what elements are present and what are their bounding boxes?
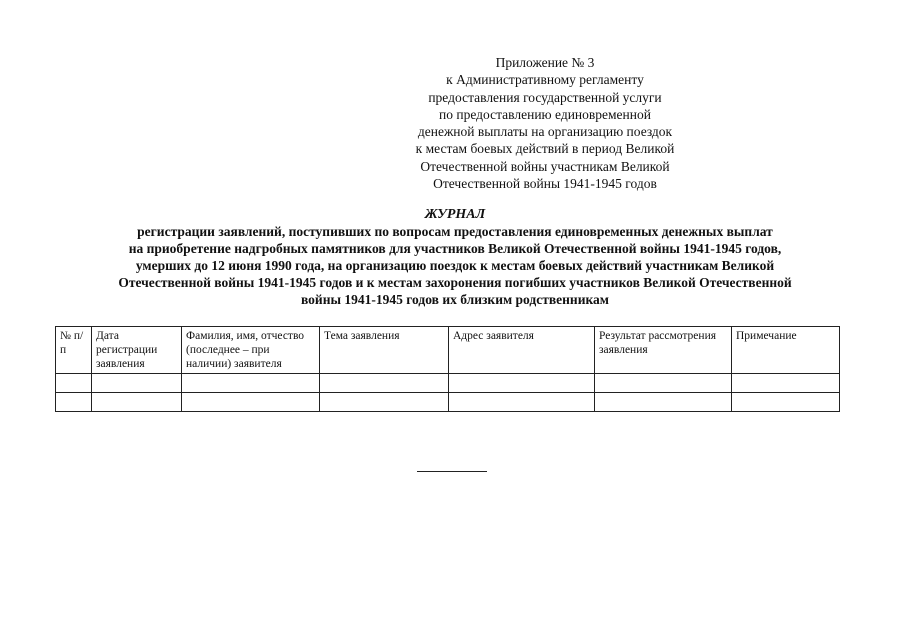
table-row [56,393,840,412]
column-header-note: Примечание [732,327,840,374]
journal-subtitle-line: войны 1941-1945 годов их близким родственникам [300,292,610,307]
table-cell [92,374,182,393]
journal-subtitle-line: регистрации заявлений, поступивших по вопросам предоставления единовременных денежных выплат [137,224,773,239]
journal-table [55,326,840,412]
table-cell [595,393,732,412]
appendix-line: денежной выплаты на организацию поездок [417,124,673,140]
table-cell [449,393,595,412]
column-header-number: № п/п [56,327,92,374]
table-cell [449,374,595,393]
journal-subtitle-line: умерших до 12 июня 1990 года, на организацию поездок к местам боевых действий участникам Великой [135,258,775,273]
journal-title: ЖУРНАЛ [424,207,486,222]
table-cell [182,393,320,412]
appendix-line: Приложение № 3 [495,55,595,70]
table-cell [182,374,320,393]
appendix-block [380,54,710,192]
table-cell [56,393,92,412]
table-cell [92,393,182,412]
appendix-line: к Административному регламенту [446,72,644,88]
table-cell [732,374,840,393]
column-header-registration-date: Дата регистрации заявления [92,327,182,374]
table-row [56,374,840,393]
table-cell [320,393,449,412]
column-header-applicant-name: Фамилия, имя, отчество (последнее – при наличии) заявителя [182,327,320,374]
table-cell [320,374,449,393]
journal-subtitle-line: на приобретение надгробных памятников для участников Великой Отечественной войны 1941-1945 годов, [128,241,782,256]
table-header-row [56,327,840,374]
table-cell [595,374,732,393]
closing-separator-line [417,471,487,472]
appendix-line: к местам боевых действий в период Великой [415,141,675,157]
table-cell [732,393,840,412]
table-cell [56,374,92,393]
appendix-line: Отечественной войны 1941-1945 годов [433,176,657,192]
journal-subtitle-line: Отечественной войны 1941-1945 годов и к местам захоронения погибших участников Великой Отечественной [118,275,792,290]
column-header-address: Адрес заявителя [449,327,595,374]
appendix-line: Отечественной войны участникам Великой [420,158,670,174]
appendix-line: по предоставлению единовременной [439,106,651,122]
journal-heading [60,206,850,308]
column-header-topic: Тема заявления [320,327,449,374]
appendix-line: предоставления государственной услуги [428,89,662,105]
column-header-result: Результат рассмотрения заявления [595,327,732,374]
